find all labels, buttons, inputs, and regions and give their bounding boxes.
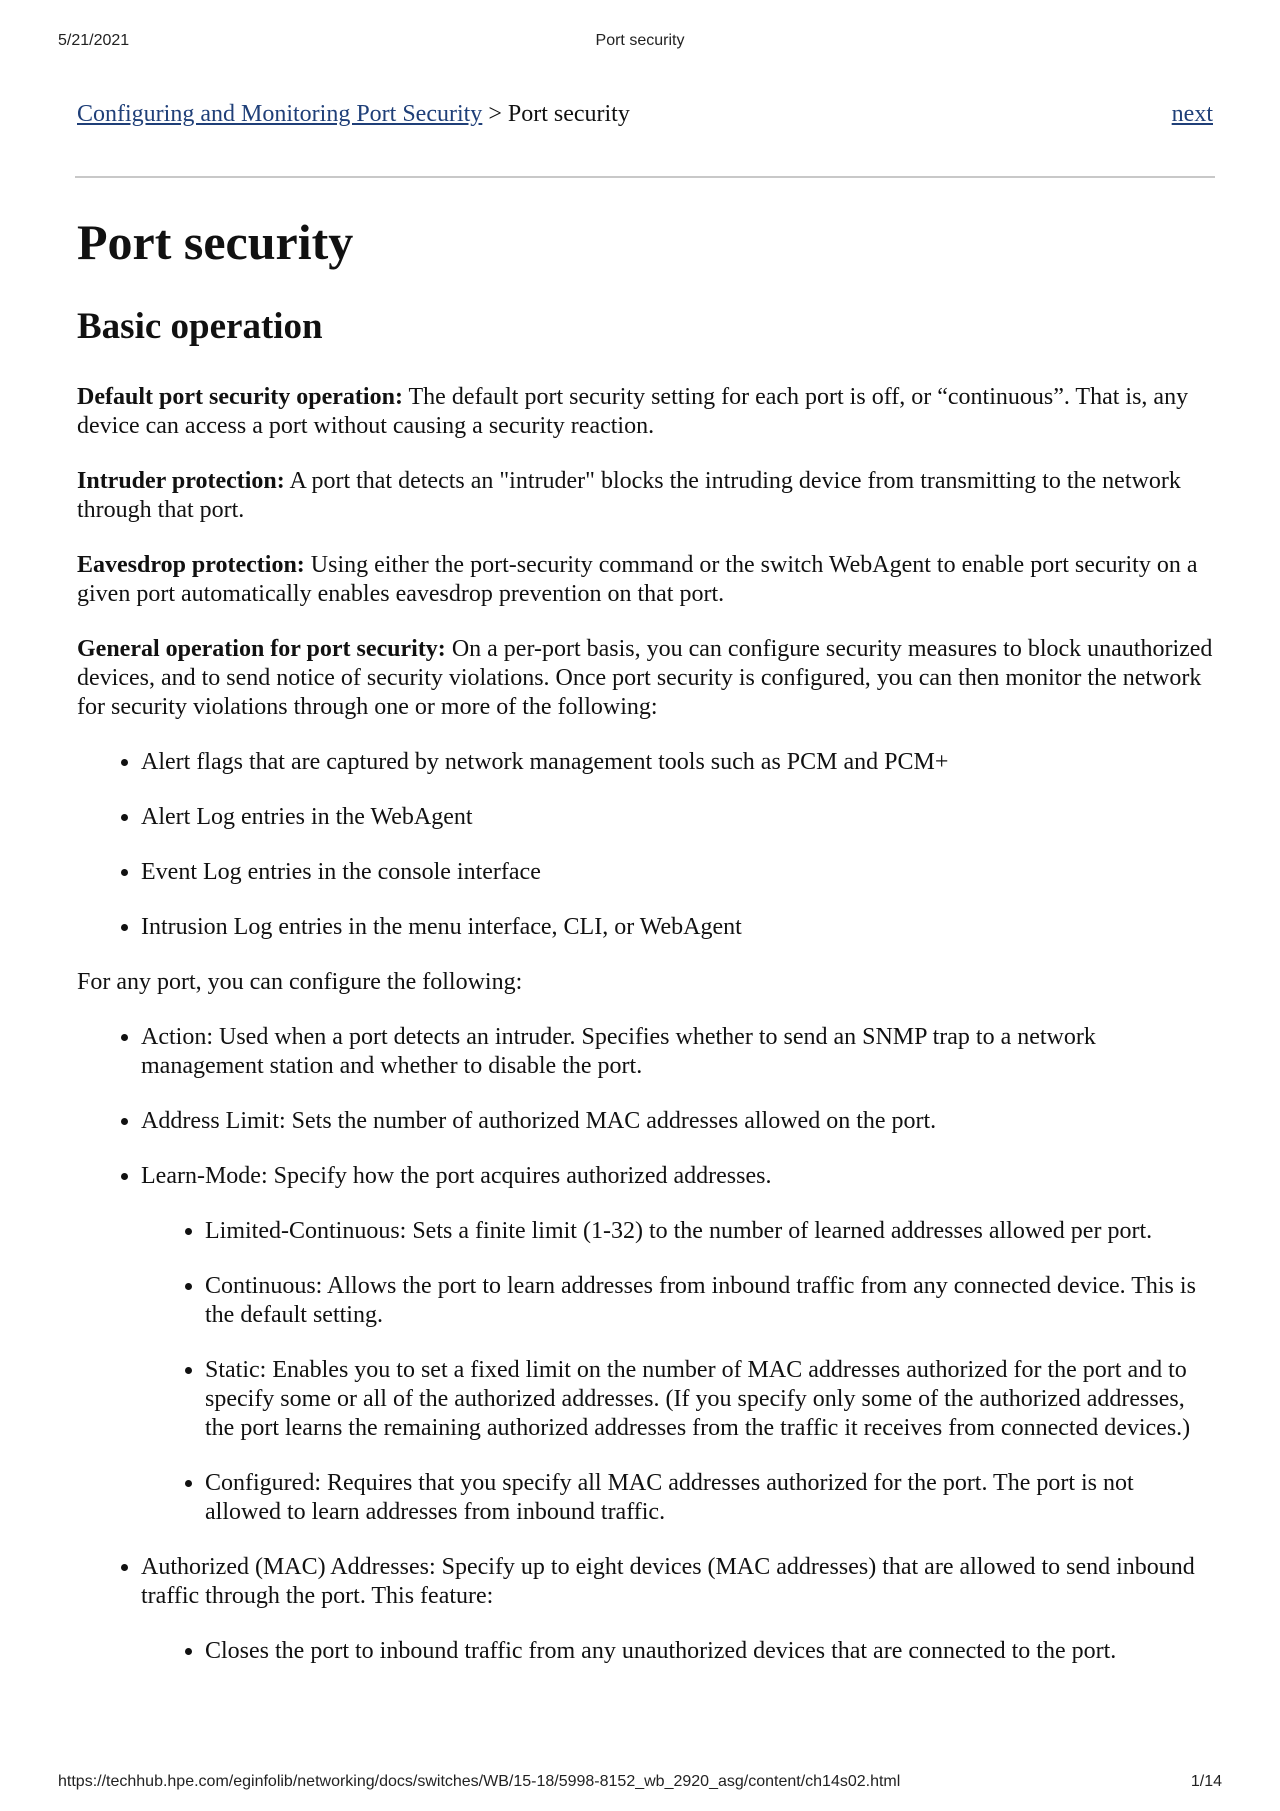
breadcrumb-parent-link[interactable]: Configuring and Monitoring Port Security [77, 101, 483, 127]
authorized-list [141, 1637, 1213, 1666]
learn-mode-list [141, 1217, 1213, 1527]
breadcrumb-current: Port security [507, 101, 630, 127]
paragraph-default-operation [77, 383, 1213, 441]
list-item: • Limited-Continuous: Sets a finite limit (1-32) to the number of learned addresses allowed per port. [205, 1217, 1213, 1246]
page-title: Port security [77, 214, 354, 270]
list-item: • Alert Log entries in the WebAgent [141, 803, 1213, 832]
next-link[interactable]: next [1171, 101, 1213, 127]
paragraph-text: On a per-port basis, you can configure security measures to block unauthorized devices, and to send notice of security violations. Once port security is configured, you can then monitor the network for security violations through one or more of the following: [77, 636, 1213, 720]
list-item: • Configured: Requires that you specify all MAC addresses authorized for the port. The port is not allowed to learn addresses from inbound traffic. [205, 1469, 1213, 1527]
list-item: • Event Log entries in the console interface [141, 858, 1213, 887]
list-item-learn-mode [141, 1162, 1213, 1527]
list-item: • Intrusion Log entries in the menu interface, CLI, or WebAgent [141, 913, 1213, 942]
paragraph-eavesdrop-protection [77, 551, 1213, 609]
breadcrumb [77, 100, 1213, 140]
paragraph-lead: General operation for port security: [77, 636, 446, 662]
print-header [58, 32, 1222, 52]
body-text [77, 383, 1213, 1692]
configure-intro: For any port, you can configure the following: [77, 969, 523, 995]
paragraph-lead: Default port security operation: [77, 384, 403, 410]
list-item: • Action: Used when a port detects an intruder. Specifies whether to send an SNMP trap to a network management station and whether to disable the port. [141, 1023, 1213, 1081]
breadcrumb-separator: > [488, 101, 502, 127]
print-date: 5/21/2021 [58, 32, 130, 49]
list-item-text: Authorized (MAC) Addresses: Specify up to eight devices (MAC addresses) that are allowed to send inbound traffic through the port. This feature: [141, 1554, 1195, 1609]
list-item-text: Learn-Mode: Specify how the port acquires authorized addresses. [141, 1163, 772, 1189]
paragraph-intruder-protection [77, 467, 1213, 525]
section-title: Basic operation [77, 306, 323, 347]
paragraph-general-operation [77, 635, 1213, 722]
print-url: https://techhub.hpe.com/eginfolib/networking/docs/switches/WB/15-18/5998-8152_wb_2920_asg/content/ch14s02.html [58, 1773, 901, 1790]
list-item-authorized [141, 1553, 1213, 1666]
configure-list [77, 1023, 1213, 1666]
list-item: • Continuous: Allows the port to learn addresses from inbound traffic from any connected device. This is the default setting. [205, 1272, 1213, 1330]
list-item: • Closes the port to inbound traffic from any unauthorized devices that are connected to the port. [205, 1637, 1213, 1666]
print-title: Port security [595, 32, 685, 49]
print-footer [58, 1773, 1222, 1793]
list-item: • Static: Enables you to set a fixed limit on the number of MAC addresses authorized for the port and to specify some or all of the authorized addresses. (If you specify only some of the authorized addresses, the port learns the remaining authorized addresses from the traffic it receives from connected devices.) [205, 1356, 1213, 1443]
print-page-number: 1/14 [1190, 1773, 1222, 1790]
document-content [77, 100, 1213, 1664]
monitor-list [77, 748, 1213, 942]
paragraph-text: Using either the port-security command or the switch WebAgent to enable port security on a given port automatically enables eavesdrop prevention on that port. [77, 552, 1198, 607]
list-item: • Alert flags that are captured by network management tools such as PCM and PCM+ [141, 748, 1213, 777]
paragraph-text: The default port security setting for each port is off, or “continuous”. That is, any device can access a port without causing a security reaction. [77, 384, 1189, 439]
paragraph-text: A port that detects an "intruder" blocks the intruding device from transmitting to the network through that port. [77, 468, 1181, 523]
paragraph-lead: Eavesdrop protection: [77, 552, 305, 578]
list-item: • Address Limit: Sets the number of authorized MAC addresses allowed on the port. [141, 1107, 1213, 1136]
header-divider [75, 176, 1215, 178]
paragraph-lead: Intruder protection: [77, 468, 285, 494]
